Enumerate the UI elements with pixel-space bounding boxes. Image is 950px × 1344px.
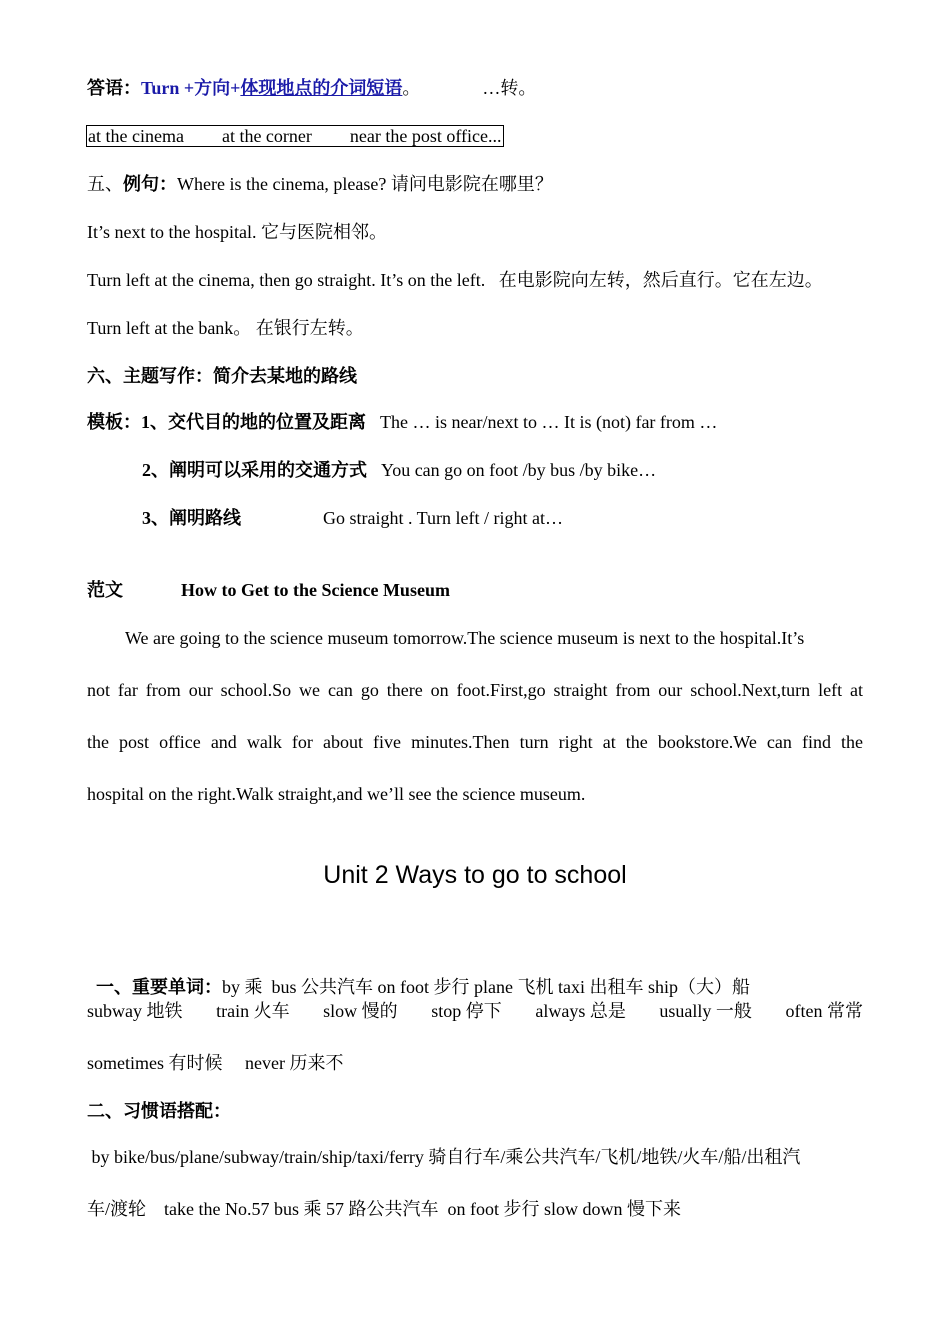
section5-line-4: Turn left at the bank。 在银行左转。 (87, 318, 364, 338)
template-label: 模板： (87, 412, 141, 432)
answer-label: 答语： (87, 78, 141, 98)
phrase-3: near the post office... (349, 126, 502, 146)
phrase-2: at the corner (221, 126, 312, 146)
unit2-words-line-2 (87, 999, 863, 1023)
unit2-heading: Unit 2 Ways to go to school (323, 861, 627, 889)
phrase-1: at the cinema (88, 126, 184, 146)
essay-label: 范文 (87, 580, 123, 600)
word-usually: usually 一般 (659, 1001, 752, 1021)
section5-line-2: It’s next to the hospital. 它与医院相邻。 (87, 222, 387, 242)
unit2-words-line-3: sometimes 有时候 never 历来不 (87, 1053, 344, 1073)
word-often: often 常常 (785, 1001, 863, 1021)
essay-line-1: We are going to the science museum tomorrow.The science museum is next to the hospital.It’s (125, 628, 805, 648)
template-item-3-text: Go straight . Turn left / right at… (323, 508, 563, 528)
essay-line-3: the post office and walk for about five minutes.Then turn right at the bookstore.We can find the (87, 732, 863, 752)
section5-line-3: Turn left at the cinema, then go straight. It’s on the left. 在电影院向左转，然后直行。它在左边。 (87, 270, 823, 290)
phrase-box-inner (86, 125, 504, 147)
template-item-2-label: 2、阐明可以采用的交通方式 (142, 460, 367, 480)
section5-label: 例句： (123, 174, 177, 194)
essay-header (87, 578, 450, 602)
template-item-1 (87, 410, 717, 434)
template-item-3 (142, 506, 563, 530)
word-always: always 总是 (535, 1001, 626, 1021)
answer-formula-a: Turn +方向+ (141, 78, 241, 98)
section5-prefix: 五、 (87, 174, 123, 194)
unit2-words-label: 一、重要单词： (96, 977, 222, 997)
unit2-words-line-1 (87, 951, 750, 999)
word-slow: slow 慢的 (323, 1001, 398, 1021)
template-item-2 (142, 458, 656, 482)
unit2-words-text-1: by 乘 bus 公共汽车 on foot 步行 plane 飞机 taxi 出租车 ship（大）船 (222, 977, 750, 997)
template-item-1-text: The … is near/next to … It is (not) far from … (380, 412, 718, 432)
word-stop: stop 停下 (431, 1001, 502, 1021)
word-train: train 火车 (216, 1001, 290, 1021)
essay-line-4: hospital on the right.Walk straight,and we’ll see the science museum. (87, 784, 586, 804)
essay-line-2: not far from our school.So we can go there on foot.First,go straight from our school.Next,turn left at (87, 680, 863, 700)
section5-text-1: Where is the cinema, please? 请问电影院在哪里？ (177, 174, 553, 194)
section5-line-1 (87, 172, 553, 196)
template-item-3-label: 3、阐明路线 (142, 508, 241, 528)
unit2-phrases-line-1: by bike/bus/plane/subway/train/ship/taxi/ferry 骑自行车/乘公共汽车/飞机/地铁/火车/船/出租汽 (87, 1147, 801, 1167)
answer-formula-b: 体现地点的介词短语 (240, 78, 403, 98)
template-item-1-label: 1、交代目的地的位置及距离 (141, 412, 366, 432)
answer-line (87, 76, 536, 100)
unit2-phrases-line-2: 车/渡轮 take the No.57 bus 乘 57 路公共汽车 on foot 步行 slow down 慢下来 (87, 1199, 681, 1219)
section6-title: 六、主题写作：简介去某地的路线 (87, 366, 357, 386)
phrase-box (86, 124, 504, 148)
word-subway: subway 地铁 (87, 1001, 183, 1021)
essay-title: How to Get to the Science Museum (181, 580, 450, 600)
template-item-2-text: You can go on foot /by bus /by bike… (381, 460, 657, 480)
answer-meaning: …转。 (482, 78, 537, 98)
unit2-phrases-label: 二、习惯语搭配： (87, 1101, 231, 1121)
answer-formula-end: 。 (402, 78, 421, 98)
